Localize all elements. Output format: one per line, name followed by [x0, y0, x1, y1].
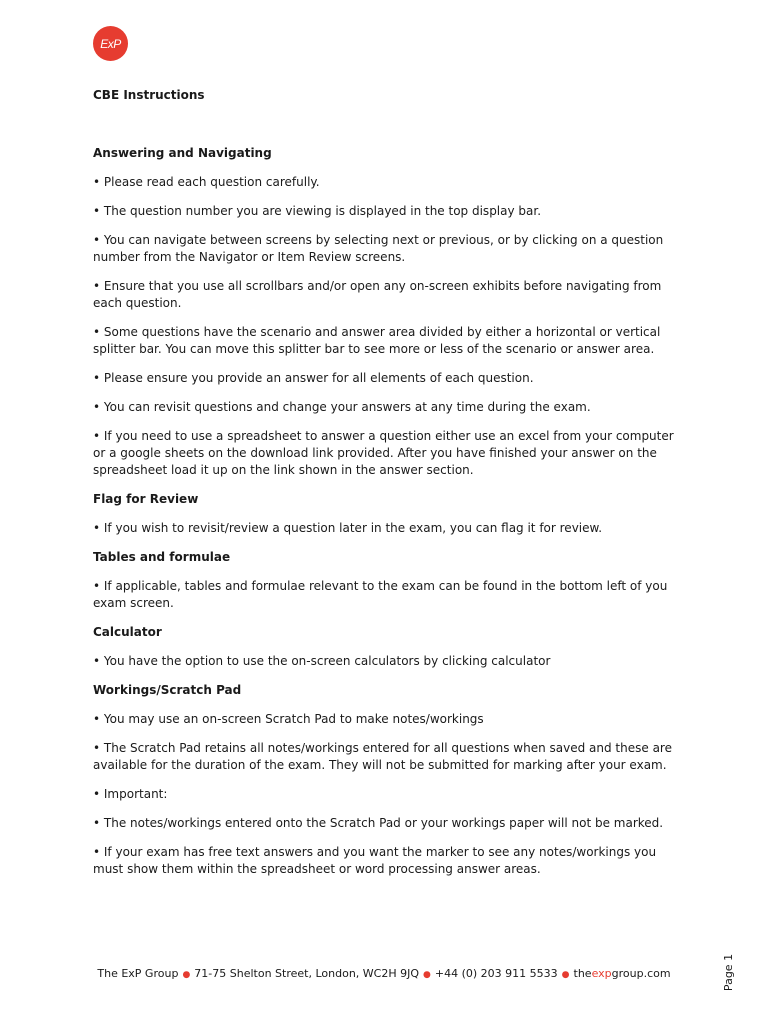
section-heading: Tables and formulae — [93, 550, 231, 564]
list-item: • You can revisit questions and change your answers at any time during the exam. — [93, 400, 591, 414]
list-item: • If you wish to revisit/review a question later in the exam, you can flag it for review. — [93, 521, 603, 535]
footer-company: The ExP Group — [97, 967, 179, 980]
footer-separator-icon: ● — [423, 970, 431, 980]
list-item: • The notes/workings entered onto the Scratch Pad or your workings paper will not be marked. — [93, 816, 664, 830]
footer-separator-icon: ● — [182, 970, 191, 980]
list-item: • Important: — [93, 787, 168, 801]
list-item: • The question number you are viewing is displayed in the top display bar. — [93, 204, 542, 218]
list-item: • Ensure that you use all scrollbars and/or open any on-screen exhibits before navigating from each question. — [93, 279, 662, 310]
exp-logo — [93, 26, 128, 61]
list-item: • You can navigate between screens by selecting next or previous, or by clicking on a question number from the Navigator or Item Review screens. — [93, 233, 664, 264]
footer-phone: +44 (0) 203 911 5533 — [434, 967, 558, 980]
list-item: • You may use an on-screen Scratch Pad to make notes/workings — [93, 712, 484, 726]
list-item: • If your exam has free text answers and you want the marker to see any notes/workings you must show them within the spreadsheet or word processing answer areas. — [93, 845, 657, 876]
footer-separator-icon: ● — [561, 970, 570, 980]
document-body — [93, 87, 683, 878]
section-heading: Workings/Scratch Pad — [93, 683, 242, 697]
footer — [0, 966, 768, 983]
list-item: • If applicable, tables and formulae relevant to the exam can be found in the bottom left of you exam screen. — [93, 579, 668, 610]
page-title: CBE Instructions — [93, 88, 205, 102]
sections-container — [93, 145, 683, 878]
list-item: • You have the option to use the on-screen calculators by clicking calculator — [93, 654, 551, 668]
logo-text: ExP — [100, 36, 121, 51]
footer-website[interactable]: theexpgroup.com — [573, 967, 671, 980]
list-item: • If you need to use a spreadsheet to answer a question either use an excel from your computer or a google sheets on the download link provided. After you have finished your answer on the spreadsheet load it up on the link shown in the answer section. — [93, 429, 674, 477]
footer-address: 71-75 Shelton Street, London, WC2H 9JQ — [194, 967, 420, 980]
list-item: • Some questions have the scenario and answer area divided by either a horizontal or vertical splitter bar. You can move this splitter bar to see more or less of the scenario or answer area. — [93, 325, 661, 356]
list-item: • The Scratch Pad retains all notes/workings entered for all questions when saved and these are available for the duration of the exam. They will not be submitted for marking after your exam. — [93, 741, 672, 772]
page-number: Page 1 — [722, 953, 736, 991]
list-item: • Please ensure you provide an answer for all elements of each question. — [93, 371, 534, 385]
section-heading: Flag for Review — [93, 492, 199, 506]
section-heading: Calculator — [93, 625, 162, 639]
list-item: • Please read each question carefully. — [93, 175, 320, 189]
section-heading: Answering and Navigating — [93, 146, 272, 160]
